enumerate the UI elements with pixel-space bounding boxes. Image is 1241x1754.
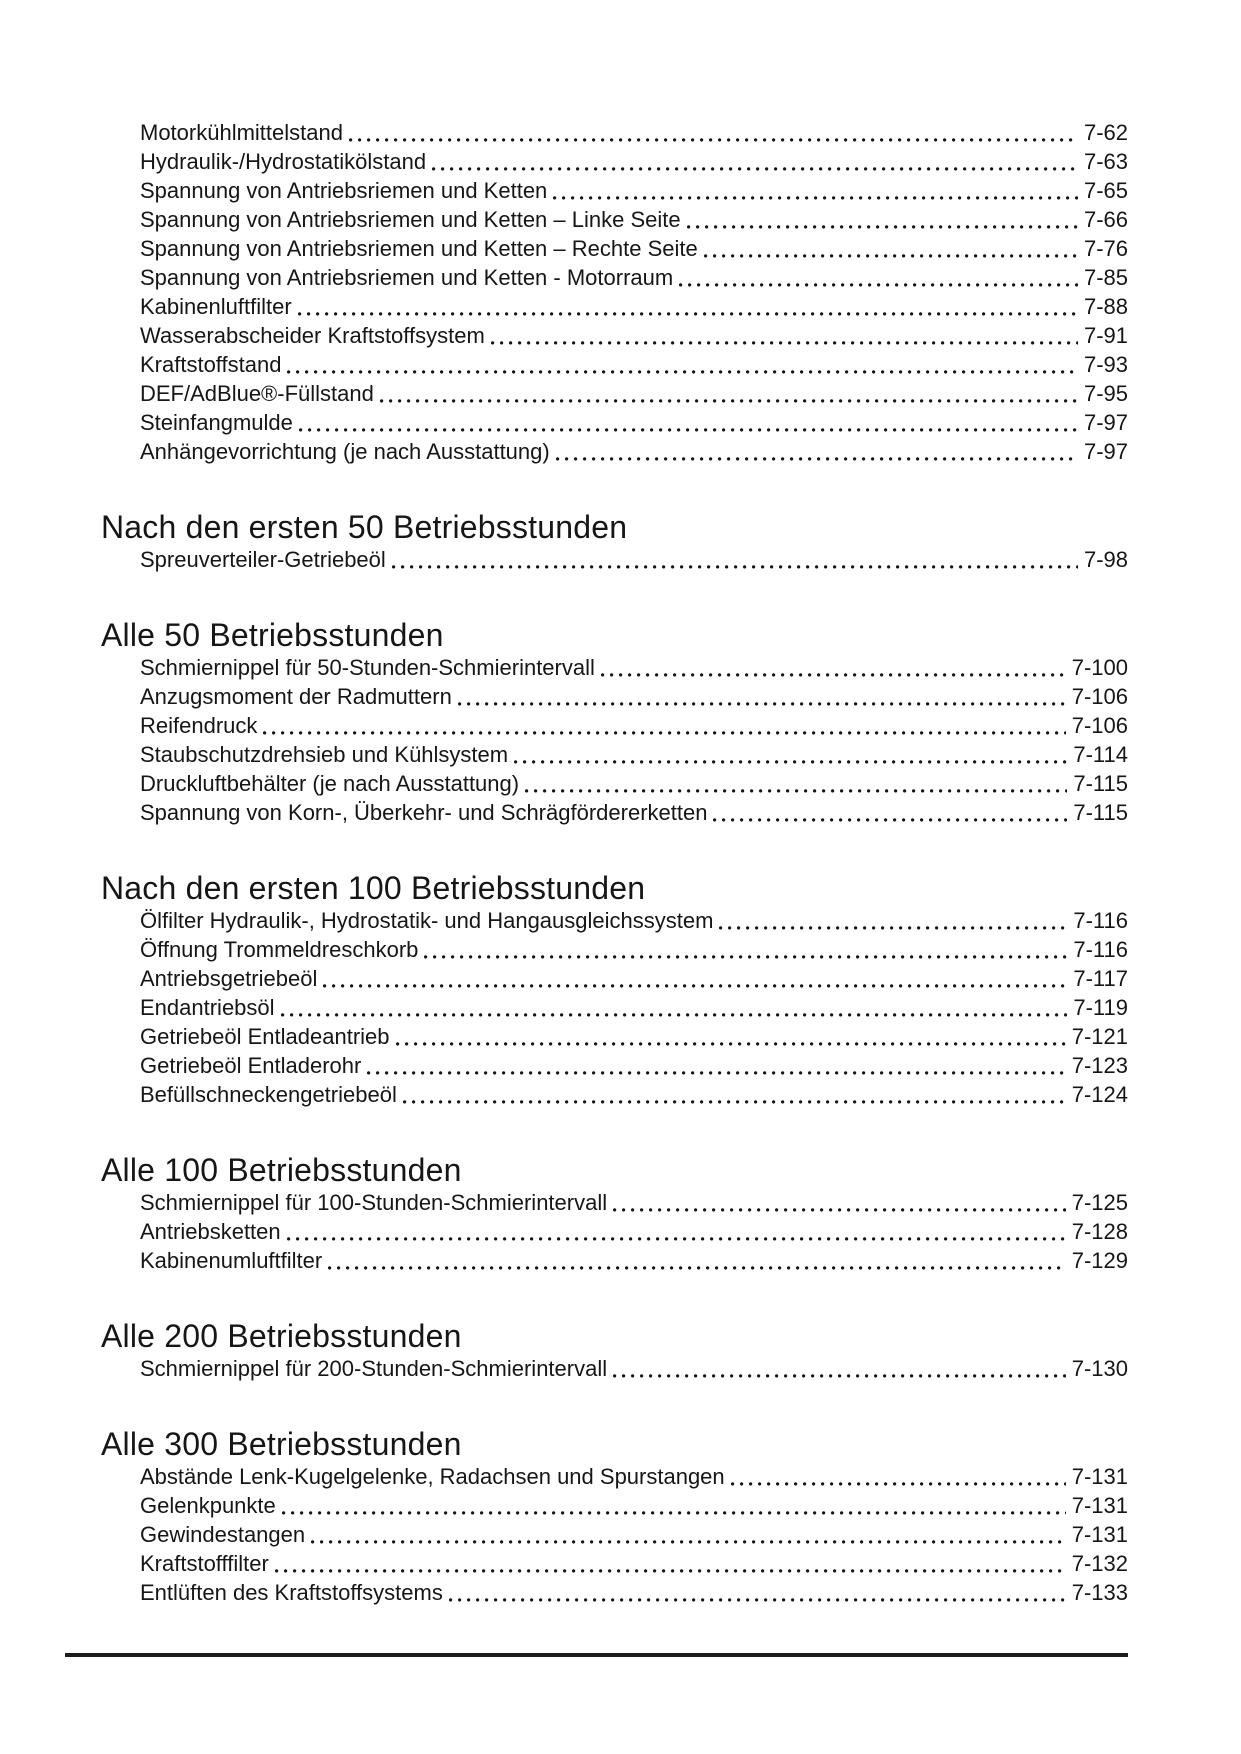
toc-entry xyxy=(140,1246,1128,1275)
toc-entry-label: Kraftstoffstand xyxy=(140,352,282,377)
toc-entry xyxy=(140,1022,1128,1051)
leader-dots xyxy=(458,702,1066,706)
toc-entry-page: 7-66 xyxy=(1083,207,1128,232)
toc-entry xyxy=(140,1051,1128,1080)
toc-entry-label: Entlüften des Kraftstoffsystems xyxy=(140,1580,443,1605)
toc-entry xyxy=(140,408,1128,437)
leader-dots xyxy=(328,1266,1066,1270)
table-of-contents xyxy=(101,0,1128,1607)
toc-entry xyxy=(140,205,1128,234)
toc-entry-page: 7-76 xyxy=(1083,236,1128,261)
leader-dots xyxy=(514,760,1067,764)
toc-entry-page: 7-119 xyxy=(1073,995,1128,1020)
toc-entry-page: 7-97 xyxy=(1083,410,1128,435)
toc-entry-page: 7-131 xyxy=(1071,1493,1128,1518)
toc-section-after-first-100-hours xyxy=(101,870,1128,1109)
leader-dots xyxy=(367,1071,1065,1075)
toc-entry-page: 7-116 xyxy=(1073,908,1128,933)
toc-entry-page: 7-65 xyxy=(1083,178,1128,203)
toc-entry-label: Hydraulik-/Hydrostatikölstand xyxy=(140,149,427,174)
toc-entry-label: Spannung von Antriebsriemen und Ketten xyxy=(140,178,548,203)
toc-entry xyxy=(140,234,1128,263)
toc-entry-page: 7-106 xyxy=(1071,713,1128,738)
toc-entry-label: Endantriebsöl xyxy=(140,995,275,1020)
toc-entry-label: Antriebsgetriebeöl xyxy=(140,966,318,991)
leader-dots xyxy=(719,926,1067,930)
toc-entry xyxy=(140,682,1128,711)
toc-section-every-300-hours xyxy=(101,1426,1128,1607)
toc-entry-page: 7-132 xyxy=(1071,1551,1128,1576)
toc-entry xyxy=(140,350,1128,379)
leader-dots xyxy=(396,1042,1066,1046)
toc-entry xyxy=(140,545,1128,574)
toc-entry-label: DEF/AdBlue®-Füllstand xyxy=(140,381,374,406)
toc-entry-label: Spannung von Antriebsriemen und Ketten – Rechte Seite xyxy=(140,236,698,261)
toc-entry xyxy=(140,379,1128,408)
toc-entry xyxy=(140,118,1128,147)
toc-entry-label: Schmiernippel für 100-Stunden-Schmierintervall xyxy=(140,1190,608,1215)
toc-entry-label: Spannung von Korn-, Überkehr- und Schrägfördererketten xyxy=(140,800,708,825)
toc-entry-label: Anzugsmoment der Radmuttern xyxy=(140,684,452,709)
toc-entry-page: 7-106 xyxy=(1071,684,1128,709)
toc-entry-label: Abstände Lenk-Kugelgelenke, Radachsen und Spurstangen xyxy=(140,1464,725,1489)
toc-entry-page: 7-85 xyxy=(1083,265,1128,290)
toc-entry-page: 7-93 xyxy=(1083,352,1128,377)
leader-dots xyxy=(299,428,1078,432)
leader-dots xyxy=(713,818,1067,822)
toc-entry-label: Gelenkpunkte xyxy=(140,1493,276,1518)
leader-dots xyxy=(449,1598,1066,1602)
toc-section-every-50-hours xyxy=(101,617,1128,827)
toc-section-continued xyxy=(101,118,1128,466)
toc-entry-label: Druckluftbehälter (je nach Ausstattung) xyxy=(140,771,520,796)
toc-entry xyxy=(140,653,1128,682)
toc-entry xyxy=(140,769,1128,798)
toc-entry xyxy=(140,1578,1128,1607)
leader-dots xyxy=(553,196,1078,200)
toc-entry-page: 7-62 xyxy=(1083,120,1128,145)
toc-section-every-200-hours xyxy=(101,1318,1128,1383)
leader-dots xyxy=(287,1237,1066,1241)
toc-entry-label: Gewindestangen xyxy=(140,1522,306,1547)
leader-dots xyxy=(556,457,1078,461)
toc-entry-page: 7-115 xyxy=(1073,800,1128,825)
toc-entry-page: 7-114 xyxy=(1073,742,1128,767)
section-heading: Nach den ersten 100 Betriebsstunden xyxy=(101,870,646,906)
leader-dots xyxy=(424,955,1067,959)
leader-dots xyxy=(349,138,1078,142)
toc-entry xyxy=(140,321,1128,350)
leader-dots xyxy=(432,167,1078,171)
section-heading: Alle 200 Betriebsstunden xyxy=(101,1318,462,1354)
leader-dots xyxy=(282,1511,1066,1515)
toc-entry-page: 7-88 xyxy=(1083,294,1128,319)
toc-entry-label: Wasserabscheider Kraftstoffsystem xyxy=(140,323,485,348)
toc-entry-page: 7-131 xyxy=(1071,1464,1128,1489)
leader-dots xyxy=(704,254,1078,258)
leader-dots xyxy=(687,225,1078,229)
leader-dots xyxy=(525,789,1067,793)
leader-dots xyxy=(601,673,1066,677)
toc-section-every-100-hours xyxy=(101,1152,1128,1275)
toc-entry-label: Spannung von Antriebsriemen und Ketten - Motorraum xyxy=(140,265,674,290)
toc-entry xyxy=(140,292,1128,321)
toc-entry-label: Reifendruck xyxy=(140,713,258,738)
section-heading: Alle 50 Betriebsstunden xyxy=(101,617,444,653)
leader-dots xyxy=(679,283,1078,287)
leader-dots xyxy=(298,312,1078,316)
toc-entry-page: 7-121 xyxy=(1071,1024,1128,1049)
toc-entry-page: 7-116 xyxy=(1073,937,1128,962)
toc-entry xyxy=(140,147,1128,176)
section-heading: Nach den ersten 50 Betriebsstunden xyxy=(101,509,628,545)
toc-entry xyxy=(140,798,1128,827)
toc-entry-page: 7-130 xyxy=(1071,1356,1128,1381)
toc-entry xyxy=(140,964,1128,993)
toc-entry-label: Getriebeöl Entladeantrieb xyxy=(140,1024,390,1049)
toc-entry-page: 7-124 xyxy=(1071,1082,1128,1107)
toc-entry xyxy=(140,1549,1128,1578)
toc-entry-label: Kabinenluftfilter xyxy=(140,294,292,319)
section-heading: Alle 300 Betriebsstunden xyxy=(101,1426,462,1462)
toc-entry-label: Anhängevorrichtung (je nach Ausstattung) xyxy=(140,439,550,464)
toc-entry-page: 7-117 xyxy=(1073,966,1128,991)
toc-entry-label: Getriebeöl Entladerohr xyxy=(140,1053,362,1078)
toc-entry-page: 7-91 xyxy=(1083,323,1128,348)
toc-entry-page: 7-95 xyxy=(1083,381,1128,406)
toc-entry-page: 7-63 xyxy=(1083,149,1128,174)
footer-divider-line xyxy=(65,1653,1128,1657)
toc-entry xyxy=(140,993,1128,1022)
leader-dots xyxy=(392,565,1078,569)
toc-entry-label: Schmiernippel für 200-Stunden-Schmierintervall xyxy=(140,1356,608,1381)
toc-entry xyxy=(140,935,1128,964)
leader-dots xyxy=(275,1569,1066,1573)
toc-entry xyxy=(140,1520,1128,1549)
toc-entry xyxy=(140,437,1128,466)
toc-entry xyxy=(140,906,1128,935)
leader-dots xyxy=(281,1013,1068,1017)
toc-entry xyxy=(140,1188,1128,1217)
toc-entry-label: Schmiernippel für 50-Stunden-Schmierintervall xyxy=(140,655,595,680)
leader-dots xyxy=(263,731,1065,735)
toc-entry-page: 7-133 xyxy=(1071,1580,1128,1605)
toc-entry-label: Spreuverteiler-Getriebeöl xyxy=(140,547,386,572)
leader-dots xyxy=(311,1540,1066,1544)
toc-entry-label: Antriebsketten xyxy=(140,1219,281,1244)
toc-entry xyxy=(140,1462,1128,1491)
toc-entry-page: 7-125 xyxy=(1071,1190,1128,1215)
toc-entry-page: 7-131 xyxy=(1071,1522,1128,1547)
toc-entry-page: 7-98 xyxy=(1083,547,1128,572)
toc-entry-label: Spannung von Antriebsriemen und Ketten – Linke Seite xyxy=(140,207,681,232)
toc-entry-page: 7-115 xyxy=(1073,771,1128,796)
toc-entry xyxy=(140,263,1128,292)
toc-entry-page: 7-100 xyxy=(1071,655,1128,680)
toc-entry-label: Motorkühlmittelstand xyxy=(140,120,343,145)
toc-entry-label: Staubschutzdrehsieb und Kühlsystem xyxy=(140,742,509,767)
toc-entry-page: 7-129 xyxy=(1071,1248,1128,1273)
leader-dots xyxy=(613,1208,1066,1212)
toc-entry xyxy=(140,1491,1128,1520)
toc-entry xyxy=(140,1217,1128,1246)
leader-dots xyxy=(613,1374,1066,1378)
toc-entry-label: Öffnung Trommeldreschkorb xyxy=(140,937,419,962)
leader-dots xyxy=(491,341,1078,345)
leader-dots xyxy=(287,370,1078,374)
leader-dots xyxy=(380,399,1078,403)
toc-entry-page: 7-97 xyxy=(1083,439,1128,464)
toc-entry-label: Befüllschneckengetriebeöl xyxy=(140,1082,397,1107)
toc-entry-label: Kabinenumluftfilter xyxy=(140,1248,323,1273)
toc-entry xyxy=(140,740,1128,769)
toc-entry xyxy=(140,711,1128,740)
toc-entry xyxy=(140,176,1128,205)
toc-entry-label: Steinfangmulde xyxy=(140,410,293,435)
leader-dots xyxy=(323,984,1067,988)
toc-entry-label: Kraftstofffilter xyxy=(140,1551,269,1576)
toc-entry-page: 7-123 xyxy=(1071,1053,1128,1078)
toc-section-after-first-50-hours xyxy=(101,509,1128,574)
toc-entry xyxy=(140,1354,1128,1383)
toc-entry-page: 7-128 xyxy=(1071,1219,1128,1244)
leader-dots xyxy=(731,1482,1066,1486)
section-heading: Alle 100 Betriebsstunden xyxy=(101,1152,462,1188)
toc-entry-label: Ölfilter Hydraulik-, Hydrostatik- und Hangausgleichssystem xyxy=(140,908,714,933)
leader-dots xyxy=(403,1100,1066,1104)
toc-entry xyxy=(140,1080,1128,1109)
